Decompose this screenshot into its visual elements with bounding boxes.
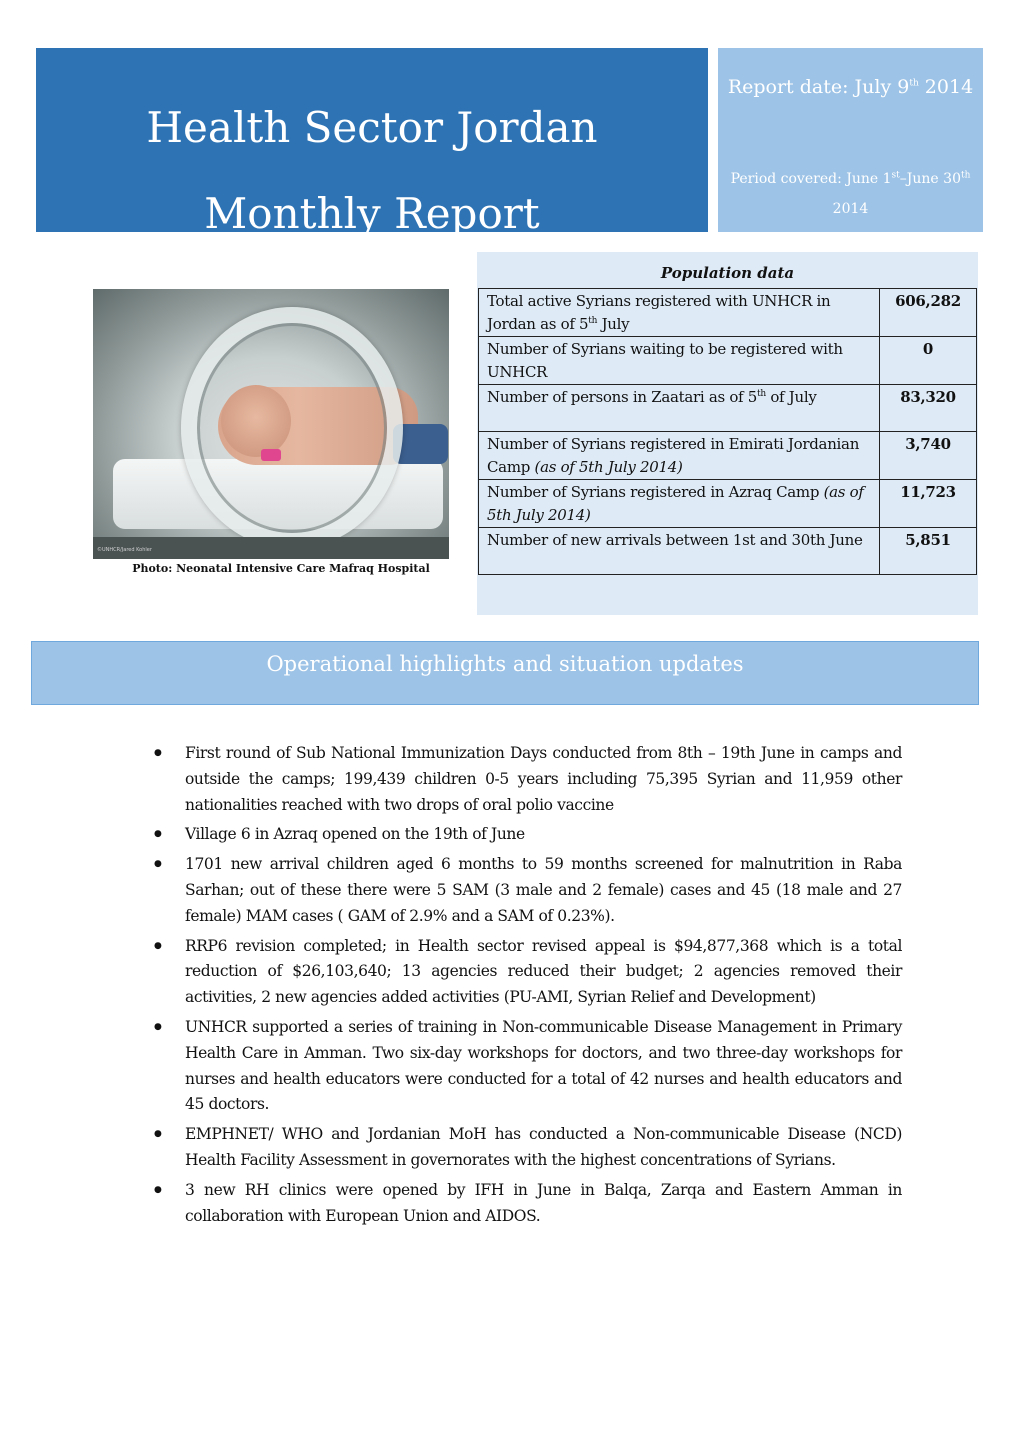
population-value: 0 (880, 337, 977, 385)
population-value: 3,740 (880, 432, 977, 480)
population-value: 5,851 (880, 528, 977, 575)
population-row (479, 432, 977, 480)
population-row (479, 528, 977, 575)
report-date-panel (718, 48, 983, 232)
population-label: Number of Syrians registered in Azraq Camp (as of 5th July 2014) (479, 480, 880, 528)
photo-credit: ©UNHCR/Jared Kohler (97, 547, 152, 553)
population-table (478, 288, 977, 575)
highlight-item: ● Village 6 in Azraq opened on the 19th of June (150, 822, 902, 848)
population-row (479, 480, 977, 528)
highlights-list (150, 741, 902, 1233)
highlight-item: ● UNHCR supported a series of training in Non-communicable Disease Management in Primary Health Care in Amman. Two six-day workshops for doctors, and two three-day workshops for nurses and health educators were conducted for a total of 42 nurses and health educators and 45 doctors. (150, 1015, 902, 1118)
population-row (479, 385, 977, 432)
population-title: Population data (660, 264, 795, 282)
population-value: 83,320 (880, 385, 977, 432)
highlight-item: ● 3 new RH clinics were opened by IFH in June in Balqa, Zarqa and Eastern Amman in collaboration with European Union and AIDOS. (150, 1178, 902, 1230)
highlight-item: ● EMPHNET/ WHO and Jordanian MoH has conducted a Non-communicable Disease (NCD) Health Facility Assessment in governorates with the highest concentrations of Syrians. (150, 1122, 902, 1174)
population-label: Number of new arrivals between 1st and 30th June (479, 528, 880, 575)
report-title-line2: Monthly Report (204, 189, 540, 238)
population-value: 606,282 (880, 289, 977, 337)
section-heading: Operational highlights and situation updates (31, 641, 979, 705)
period-covered: Period covered: June 1st–June 30th 2014 (730, 170, 971, 217)
highlight-item: ● 1701 new arrival children aged 6 months to 59 months screened for malnutrition in Raba Sarhan; out of these there were 5 SAM (3 male and 2 female) cases and 45 (18 male and 27 female) MAM cases ( GAM of 2.9% and a SAM of 0.23%). (150, 852, 902, 929)
population-label: Number of Syrians registered in Emirati Jordanian Camp (as of 5th July 2014) (479, 432, 880, 480)
report-title-line1: Health Sector Jordan (146, 103, 598, 152)
highlight-item: ● RRP6 revision completed; in Health sector revised appeal is $94,877,368 which is a total reduction of $26,103,640; 13 agencies reduced their budget; 2 agencies removed their activities, 2 new agencies added activities (PU-AMI, Syrian Relief and Development) (150, 934, 902, 1011)
incubator-porthole (181, 307, 403, 549)
report-title-banner (36, 48, 712, 238)
population-label: Total active Syrians registered with UNHCR in Jordan as of 5th July (479, 289, 880, 337)
highlight-item: ● First round of Sub National Immunization Days conducted from 8th – 19th June in camps and outside the camps; 199,439 children 0-5 years including 75,395 Syrian and 11,959 other nationalities reached with two drops of oral polio vaccine (150, 741, 902, 818)
population-label: Number of persons in Zaatari as of 5th of July (479, 385, 880, 432)
incubator-photo (93, 289, 449, 559)
population-row (479, 289, 977, 337)
population-label: Number of Syrians waiting to be registered with UNHCR (479, 337, 880, 385)
population-row (479, 337, 977, 385)
population-value: 11,723 (880, 480, 977, 528)
report-date: Report date: July 9th 2014 (727, 76, 974, 98)
photo-caption: Photo: Neonatal Intensive Care Mafraq Hospital (132, 562, 430, 575)
